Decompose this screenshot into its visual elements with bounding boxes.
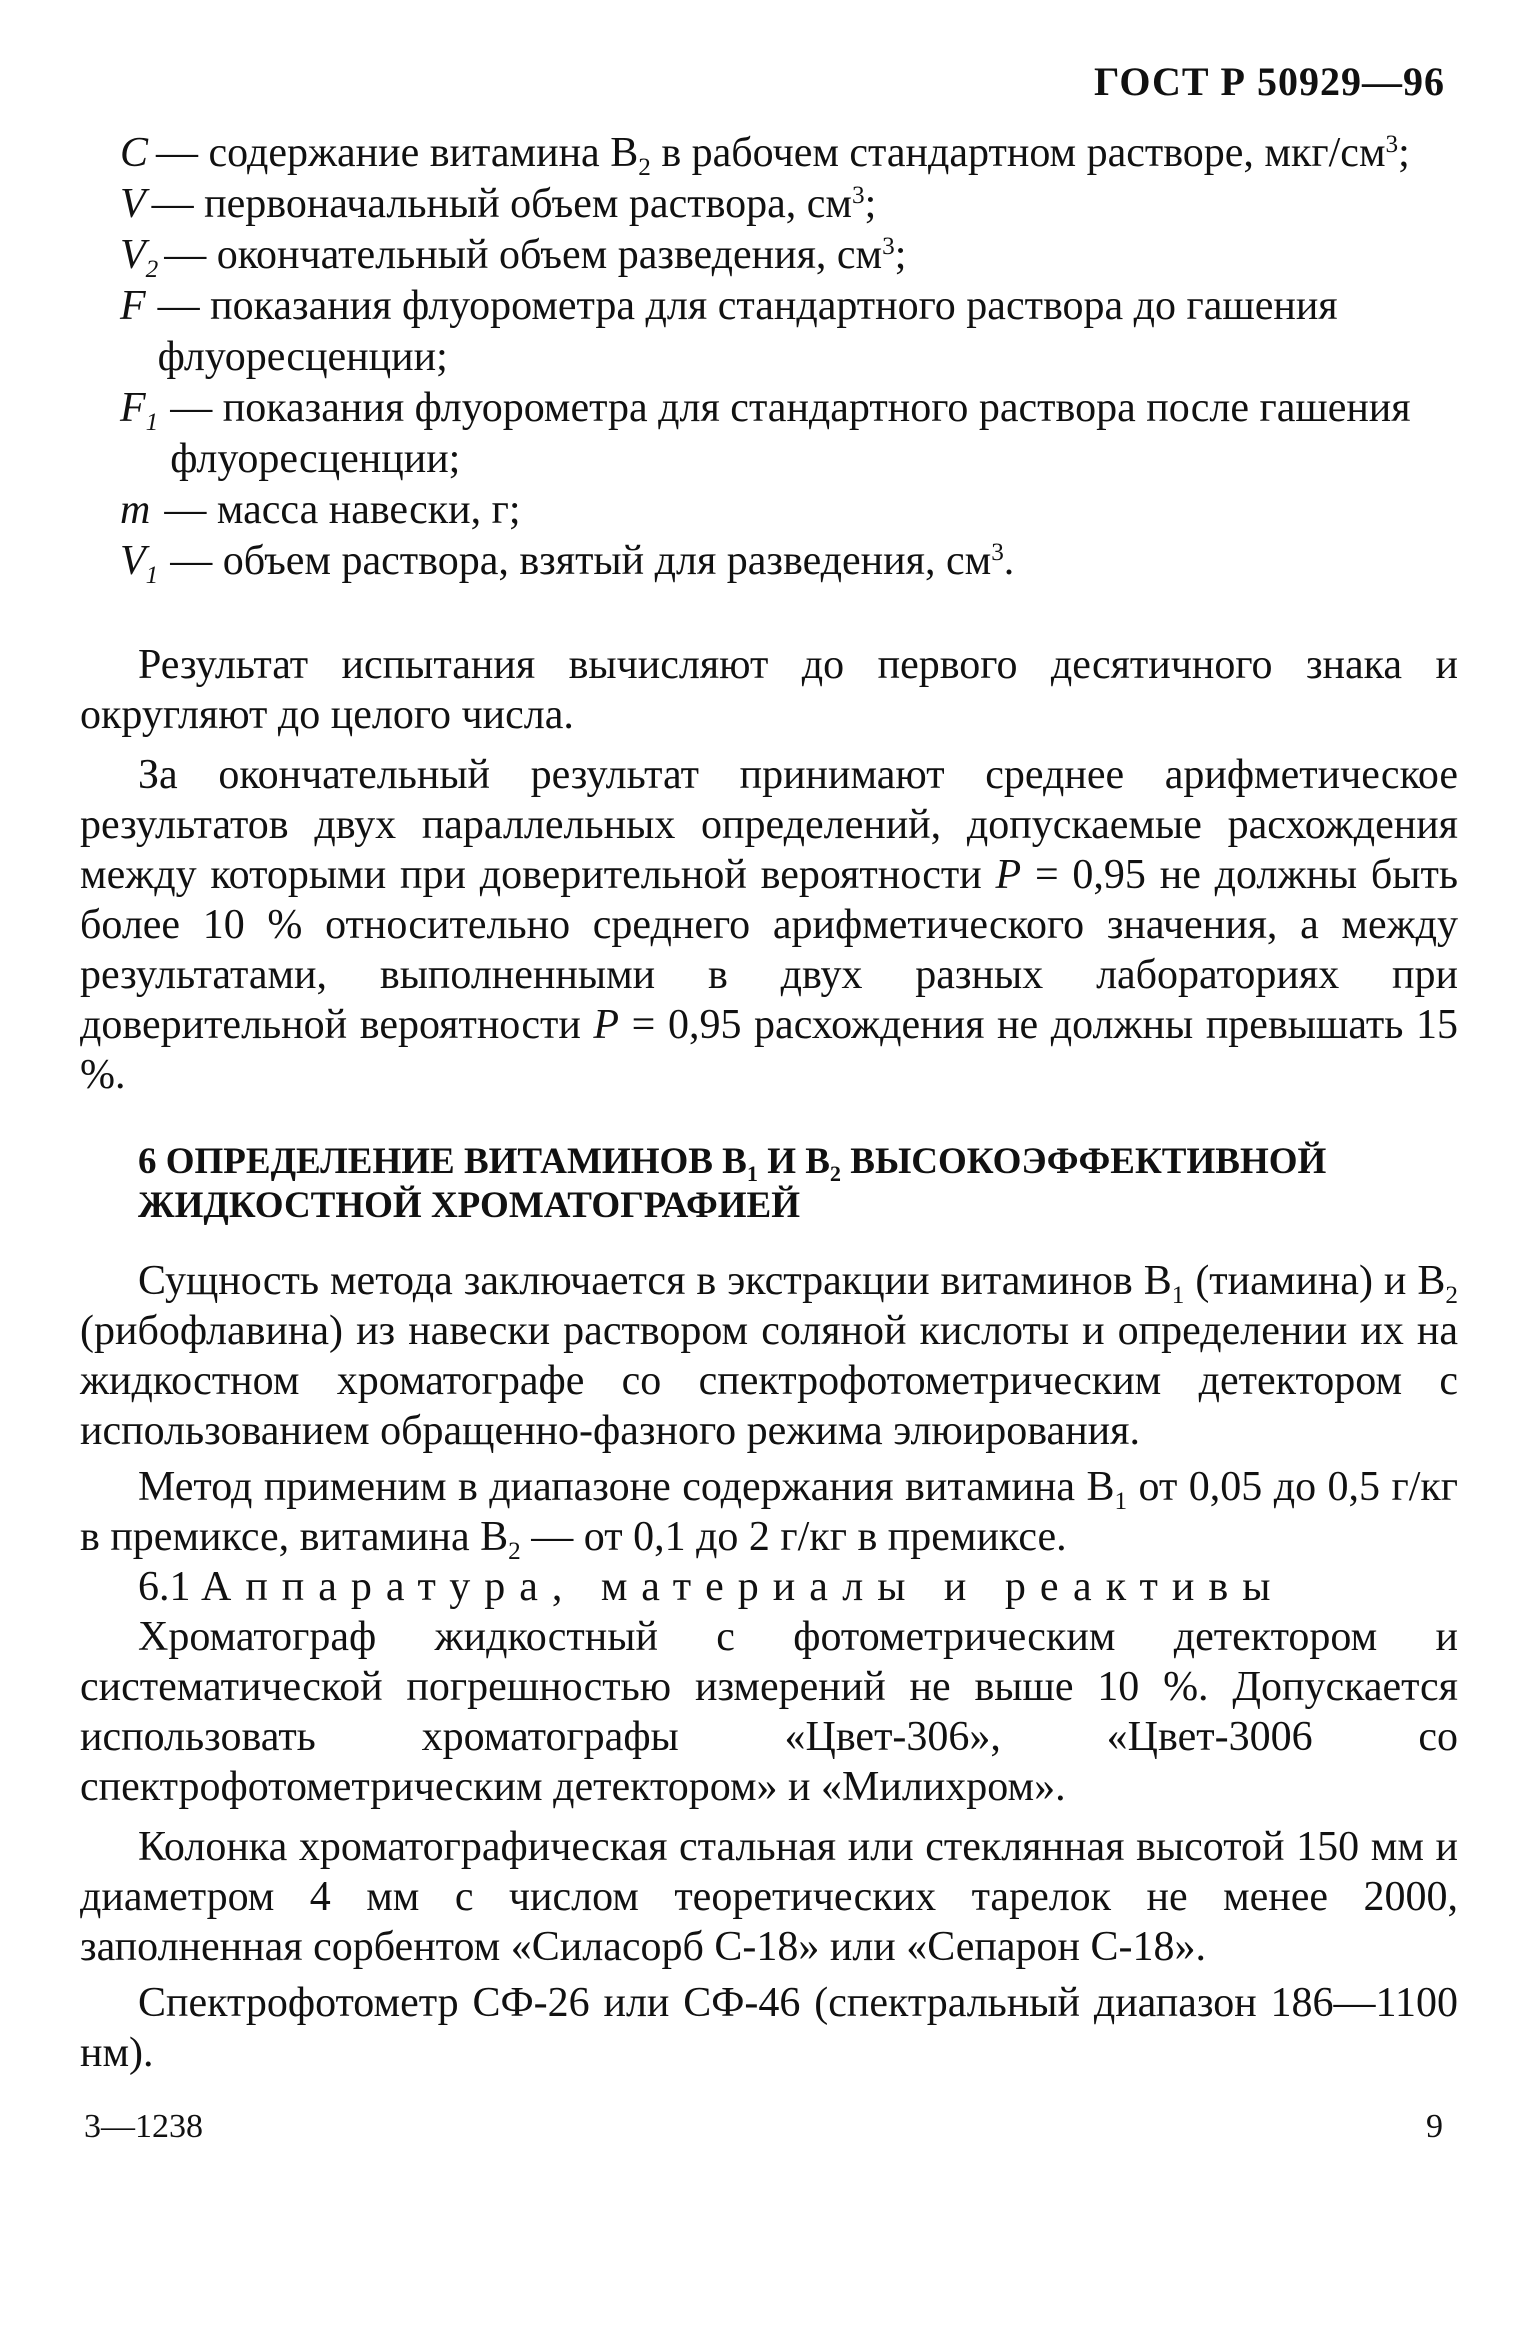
paragraph-chromatograph: Хроматограф жидкостный с фотометрическим детектором и систематической погрешностью измерений не выше 10 %. Допускается использовать хроматографы «Цвет-306», «Цвет-3006 со спектрофотометрическим детектором» и «Милихром». bbox=[80, 1614, 1458, 1810]
definition-text: — показания флуорометра для стандартного раствора после гашения флуоресценции; bbox=[170, 385, 1411, 482]
definition-symbol: $F_1$ bbox=[120, 385, 159, 436]
definition-text: — объем раствора, взятый для разведения, $см^3$. bbox=[170, 538, 1015, 584]
definition-f bbox=[120, 281, 1450, 383]
paragraph-result: Результат испытания вычисляют до первого десятичного знака и округляют до целого числа. bbox=[80, 642, 1458, 738]
definition-symbol: F bbox=[120, 283, 146, 329]
definition-symbol: m bbox=[120, 487, 151, 533]
definition-symbol: $V_1$ bbox=[120, 538, 159, 589]
definition-text: — первоначальный объем раствора, $см^3$; bbox=[151, 181, 877, 227]
section-6-body bbox=[80, 1256, 1458, 2078]
section-heading-6: 6 ОПРЕДЕЛЕНИЕ ВИТАМИНОВ $В_1$ И $В_2$ ВЫСОКОЭФФЕКТИВНОЙ ЖИДКОСТНОЙ ХРОМАТОГРАФИЕЙ bbox=[138, 1141, 1327, 1226]
paragraph-column: Колонка хроматографическая стальная или стеклянная высотой 150 мм и диаметром 4 мм с числом теоретических тарелок не менее 2000, заполненная сорбентом «Силасорб С-18» или «Сепарон С-18». bbox=[80, 1824, 1458, 1970]
definition-text: — показания флуорометра для стандартного раствора до гашения флуоресценции; bbox=[157, 283, 1338, 380]
document-header: ГОСТ Р 50929—96 bbox=[1093, 59, 1445, 104]
paragraph-range: Метод применим в диапазоне содержания витамина $В_1$ от 0,05 до 0,5 г/кг в премиксе, витамина $В_2$ — от 0,1 до 2 г/кг в премиксе. bbox=[80, 1464, 1458, 1565]
paragraph-essence: Сущность метода заключается в экстракции витаминов $В_1$ (тиамина) и $В_2$ (рибофлавина) из навески раствором соляной кислоты и определении их на жидкостном хроматографе со спектрофотометрическим детектором с использованием обращенно-фазного режима элюирования. bbox=[80, 1258, 1458, 1454]
definition-v bbox=[120, 179, 1450, 230]
subsection-heading-6-1: 6.1 Аппаратура, материалы и реактивы bbox=[138, 1564, 1285, 1610]
definition-symbol: $V_2$ bbox=[120, 232, 159, 283]
definition-text: — масса навески, г; bbox=[164, 487, 521, 533]
definition-f1 bbox=[120, 383, 1450, 485]
symbol-definitions bbox=[120, 128, 1450, 587]
definition-text: — содержание витамина $B_2$ в рабочем стандартном растворе, мкг/$см^3$; bbox=[156, 130, 1410, 181]
definition-symbol: V bbox=[120, 181, 146, 227]
page-number: 9 bbox=[1426, 2108, 1443, 2145]
paragraph-final-result: За окончательный результат принимают среднее арифметическое результатов двух параллельных определений, допускаемые расхождения между которыми при доверительной вероятности P = 0,95 не должны быть более 10 % относительно среднего арифметического значения, а между результатами, выполненными в двух разных лабораториях при доверительной вероятности P = 0,95 расхождения не должны превышать 15 %. bbox=[80, 752, 1458, 1098]
definition-v1 bbox=[120, 536, 1450, 587]
paragraph-spectrophotometer: Спектрофотометр СФ-26 или СФ-46 (спектральный диапазон 186—1100 нм). bbox=[80, 1980, 1458, 2076]
definition-symbol: C bbox=[120, 130, 149, 176]
definition-text: — окончательный объем разведения, $см^3$; bbox=[164, 232, 907, 278]
result-paragraphs bbox=[80, 640, 1458, 1100]
definition-v2 bbox=[120, 230, 1450, 281]
footer-code: 3—1238 bbox=[84, 2108, 203, 2145]
definition-m bbox=[120, 485, 1450, 536]
definition-c bbox=[120, 128, 1450, 179]
